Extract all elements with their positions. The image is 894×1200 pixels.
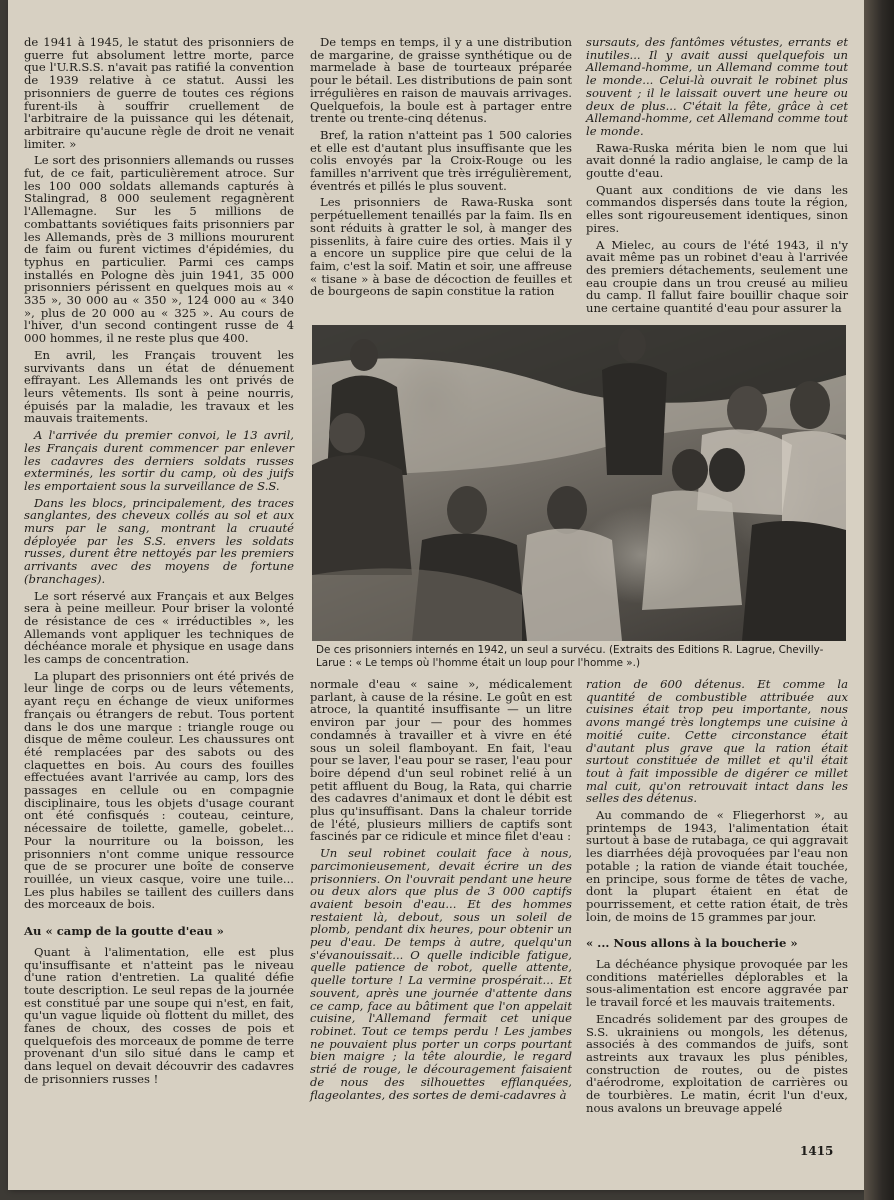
paragraph: La déchéance physique provoquée par les conditions matérielles déplorables et la sous-alimentation est encore aggravée par le travail forcé et les mauvais traitements. — [586, 957, 848, 1010]
quote-paragraph: Un seul robinet coulait face à nous, parcimonieusement, devait écrire un des prisonniers. On l'ouvrait pendant une heure ou deux alors que plus de 3 000 captifs avaient besoin d'eau... Et des hommes restaient là, debout, sous un soleil de plomb, pendant dix heures, pour obtenir un peu d'eau. De temps à autre, quelqu'un s'évanouissait... O quelle indicible fatigue, quelle patience de robot, quelle attente, quelle torture ! La vermine prospérait... Et souvent, après une journée d'attente dans ce camp, face au bâtiment que l'on appelait cuisine, l'Allemand fermait cet unique robinet. Tout ce temps perdu ! Les jambes ne pouvaient plus porter un corps pourtant bien maigre ; la tête alourdie, le regard strié de rouge, le découragement faisaient de nous des silhouettes efflanquées, flageolantes, des sortes de demi-cadavres à — [310, 846, 572, 1102]
column-3-top — [586, 36, 848, 319]
paragraph: De temps en temps, il y a une distribution de margarine, de graisse synthétique ou de marmelade à base de tourteaux préparée pour le bétail. Les distributions de pain sont irrégulières en raison de mauvais arrivages. Quelquefois, la boule est à partager entre trente ou trente-cinq détenus. — [310, 35, 572, 126]
quote-paragraph: Dans les blocs, principalement, des traces sanglantes, des cheveux collés au sol et aux murs par le sang, montrant la cruauté déployée par les S.S. envers les soldats russes, durent être nettoyés par les premiers arrivants avec des moyens de fortune (branchages). — [24, 495, 294, 586]
paragraph: Les prisonniers de Rawa-Ruska sont perpétuellement tenaillés par la faim. Ils en sont réduits à gratter le sol, à manger des pissenlits, à faire cuire des orties. Mais il y a encore un supplice pire que celui de la faim, c'est la soif. Matin et soir, une affreuse « tisane » à base de décoction de feuilles et de bourgeons de sapin constitue la ration — [310, 195, 572, 299]
quote-paragraph: sursauts, des fantômes vétustes, errants et inutiles... Il y avait aussi quelquefois un Allemand-homme, un Allemand comme tout le monde... Celui-là ouvrait le robinet plus souvent ; il le laissait ouvert une heure ou deux de plus... C'était la fête, grâce à cet Allemand-homme, cet Allemand comme tout le monde. — [586, 35, 848, 138]
paragraph: Encadrés solidement par des groupes de S.S. ukrainiens ou mongols, les détenus, associés à des commandos de juifs, sont astreints aux travaux les plus pénibles, construction de routes, ou de pistes d'aérodrome, exploitation de carrières ou de tourbières. Le matin, écrit l'un d'eux, nous avalons un breuvage appelé — [586, 1011, 848, 1115]
quote-paragraph: A l'arrivée du premier convoi, le 13 avril, les Français durent commencer par enlever les cadavres des derniers soldats russes exterminés, les sortir du camp, où des juifs les emportaient sous la surveillance de S.S. — [24, 428, 294, 493]
quote-paragraph: ration de 600 détenus. Et comme la quantité de combustible attribuée aux cuisines était trop peu importante, nous avons mangé très longtemps une cuisine à moitié cuite. Cette circonstance était d'autant plus grave que la ration était surtout constituée de millet et qu'il était tout à fait impossible de digérer ce millet mal cuit, qu'on retrouvait intact dans les selles des détenus. — [586, 677, 848, 806]
paragraph: Au commando de « Fliegerhorst », au printemps de 1943, l'alimentation était surtout à base de rutabaga, ce qui aggravait les diarrhées déjà provoquées par l'eau non potable ; la ration de viande était touchée, en principe, sous forme de têtes de vache, dont la plupart étaient en état de pourrissement, et cette ration était, de très loin, de moins de 15 grammes par jour. — [586, 808, 848, 924]
section-heading: « ... Nous allons à la boucherie » — [586, 936, 798, 951]
paragraph: Quant à l'alimentation, elle est plus qu'insuffisante et n'atteint pas le niveau d'une ration d'entretien. La qualité défie toute description. Le seul repas de la journée est constitué par une soupe qui n'est, en fait, qu'un vague liquide où flottent du millet, des fanes de choux, des cosses de pois et quelquefois des morceaux de pomme de terre provenant d'un silo situé dans le camp et dans lequel on devait découvrir des cadavres de prisonniers russes ! — [24, 944, 294, 1086]
paragraph: En avril, les Français trouvent les survivants dans un état de dénuement effrayant. Les Allemands les ont privés de leurs vêtements. Ils sont à peine nourris, épuisés par la maladie, les travaux et les mauvais traitements. — [24, 347, 294, 426]
paragraph: Bref, la ration n'atteint pas 1 500 calories et elle est d'autant plus insuffisante que les colis envoyés par la Croix-Rouge ou les familles n'arrivent que très irrégulièrement, éventrés et pillés le plus souvent. — [310, 127, 572, 193]
page-number: 1415 — [800, 1144, 834, 1158]
paragraph: La plupart des prisonniers ont été privés de leur linge de corps ou de leurs vêtements, ayant reçu en échange de vieux uniformes français ou étrangers de rebut. Tous portent dans le dos une marque : triangle rouge ou disque de même couleur. Les chaussures ont été remplacées par des sabots ou des claquettes en bois. Au cours des fouilles effectuées avant l'arrivée au camp, lors des passages en cellule ou en compagnie disciplinaire, tous les objets d'usage courant ont été confisqués : couteau, ceinture, nécessaire de toilette, gamelle, gobelet... Pour la nourriture ou la boisson, les prisonniers n'ont comme unique ressource que de se procurer une boîte de conserve rouillée, un vieux casque, voire une tuile... Les plus habiles se taillent des cuillers dans des morceaux de bois. — [24, 668, 294, 912]
photo-caption: De ces prisonniers internés en 1942, un seul a survécu. (Extraits des Editions R. Lagrue, Chevilly-Larue : « Le temps où l'homme était un loup pour l'homme ».) — [316, 644, 824, 669]
paragraph: de 1941 à 1945, le statut des prisonniers de guerre fut absolument lettre morte, parce que l'U.R.S.S. n'avait pas ratifié la convention de 1939 relative à ce statut. Aussi les prisonniers de guerre de toutes ces régions furent-ils à souffrir cruellement de l'arbitraire de la puissance qui les détenait, arbitraire qu'aucune règle de droit ne venait limiter. » — [24, 35, 294, 151]
column-2-top — [310, 36, 572, 302]
paragraph: Quant aux conditions de vie dans les commandos dispersés dans toute la région, elles sont rigoureusement identiques, sinon pires. — [586, 182, 848, 235]
paragraph: Rawa-Ruska mérita bien le nom que lui avait donné la radio anglaise, le camp de la goutte d'eau. — [586, 140, 848, 181]
paragraph: normale d'eau « saine », médicalement parlant, à cause de la résine. Le goût en est atroce, la quantité insuffisante — un litre environ par jour — pour des hommes condamnés à travailler et à vivre en été sous un soleil flamboyant. En fait, l'eau pour se laver, l'eau pour se raser, l'eau pour boire dépend d'un seul robinet relié à un petit affluent du Boug, la Rata, qui charrie des cadavres d'animaux et dont le débit est plus qu'insuffisant. Dans la chaleur torride de l'été, plusieurs milliers de captifs sont fascinés par ce ridicule et mince filet d'eau : — [310, 677, 572, 844]
section-heading: Au « camp de la goutte d'eau » — [24, 924, 224, 939]
column-1 — [24, 36, 294, 1090]
magazine-page — [8, 0, 864, 1190]
column-3-bottom — [586, 678, 848, 1119]
page-edge — [864, 0, 894, 1200]
column-2-bottom — [310, 678, 572, 1105]
paragraph: Le sort des prisonniers allemands ou russes fut, de ce fait, particulièrement atroce. Sur les 100 000 soldats allemands capturés à Stalingrad, 8 000 seulement regagnèrent l'Allemagne. Sur les 5 millions de combattants soviétiques faits prisonniers par les Allemands, près de 3 millions moururent de faim ou furent victimes d'épidémies, du typhus en particulier. Parmi ces camps installés en Pologne dès juin 1941, 35 000 prisonniers périssent en quelques mois au « 335 », 30 000 au « 350 », 124 000 au « 340 », plus de 20 000 au « 325 ». Au cours de l'hiver, d'un second contingent russe de 4 000 hommes, il ne reste plus que 400. — [24, 153, 294, 346]
paragraph: A Mielec, au cours de l'été 1943, il n'y avait même pas un robinet d'eau à l'arrivée des premiers détachements, seulement une eau croupie dans un trou creusé au milieu du camp. Il fallut faire bouillir chaque soir une certaine quantité d'eau pour assurer la — [586, 237, 848, 316]
prisoners-photo — [312, 325, 846, 641]
photo-figures — [312, 325, 846, 641]
paragraph: Le sort réservé aux Français et aux Belges sera à peine meilleur. Pour briser la volonté de résistance de ces « irréductibles », les Allemands vont appliquer les techniques de déchéance morale et physique en usage dans les camps de concentration. — [24, 588, 294, 667]
